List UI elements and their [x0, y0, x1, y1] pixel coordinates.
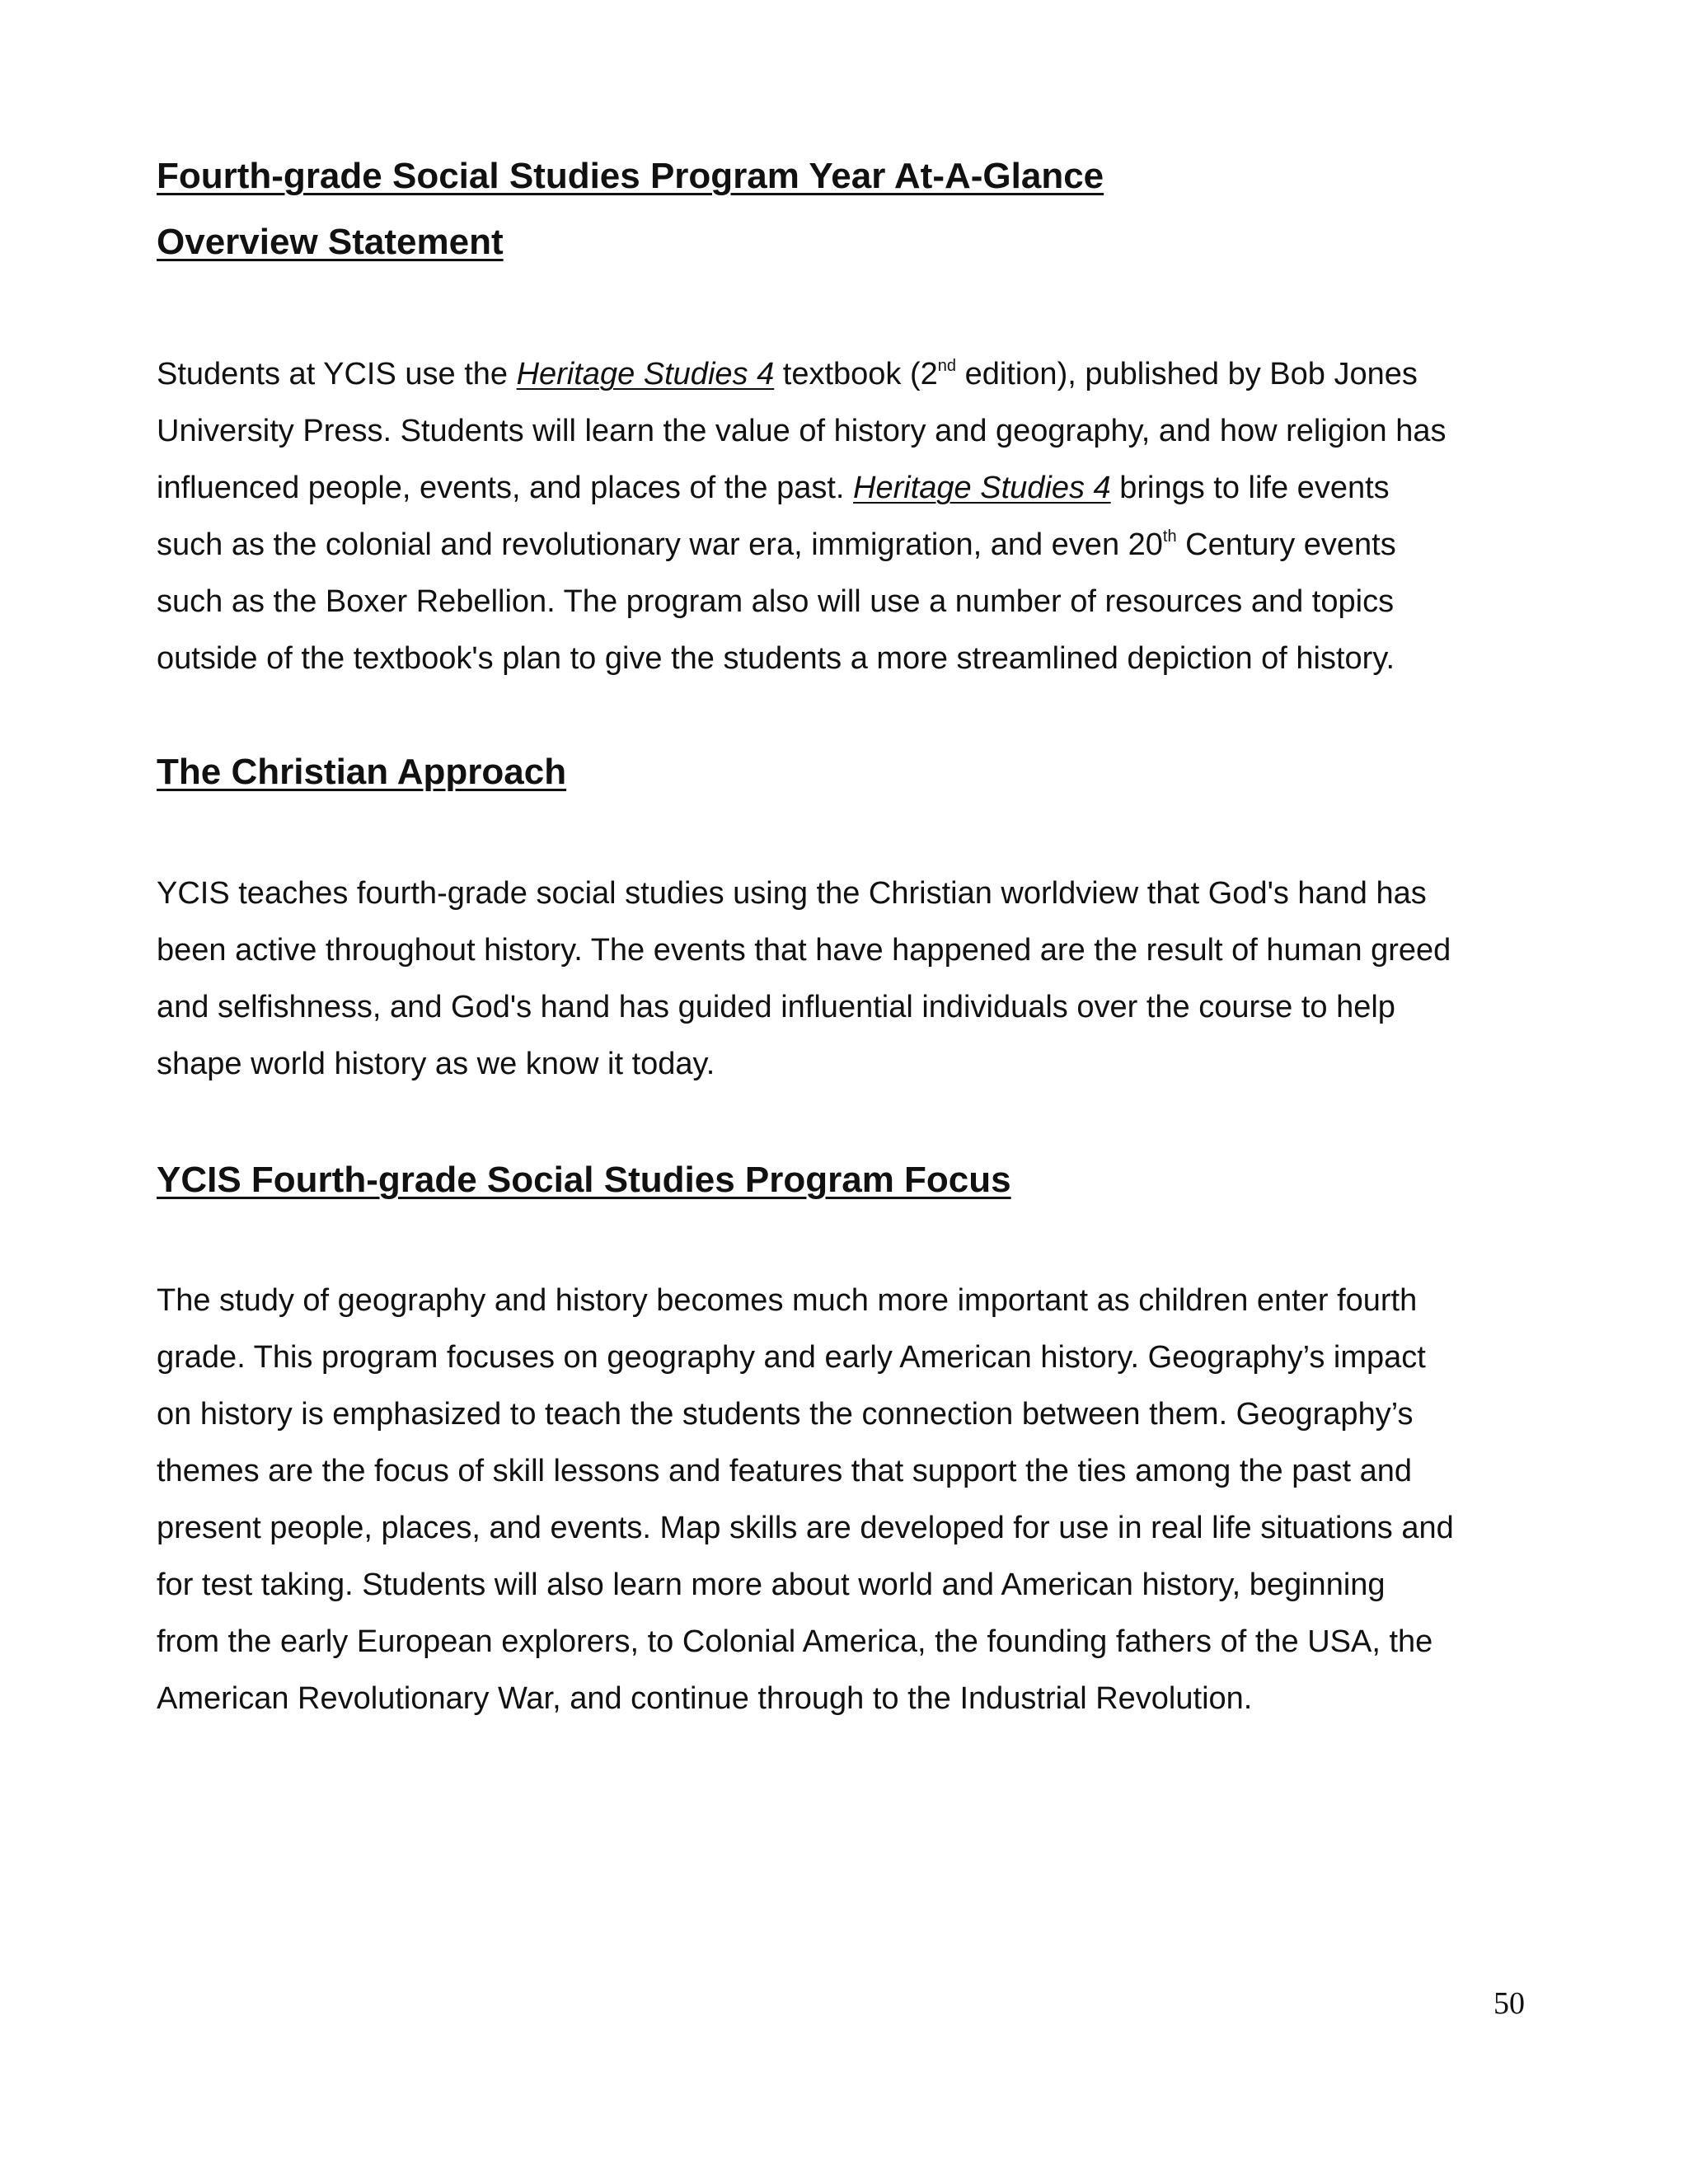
focus-line-7: from the early European explorers, to Colonial America, the founding fathers of the USA, the: [157, 1624, 1433, 1659]
superscript: nd: [937, 357, 957, 375]
overview-line-2: University Press. Students will learn the value of history and geography, and how religion has: [157, 414, 1447, 448]
focus-line-5: present people, places, and events. Map skills are developed for use in real life situations and: [157, 1511, 1454, 1545]
overview-text: brings to life events: [1110, 471, 1390, 505]
superscript: th: [1162, 527, 1177, 546]
christian-line-3: and selfishness, and God's hand has guided influential individuals over the course to help: [157, 990, 1395, 1024]
overview-text: such as the colonial and revolutionary war era, immigration, and even 20: [157, 527, 1163, 562]
overview-paragraph: [157, 346, 1558, 687]
overview-text: Students at YCIS use the: [157, 357, 517, 391]
page-number: 50: [1493, 1986, 1525, 2021]
overview-text: textbook (2: [774, 357, 938, 391]
overview-line-4: [157, 517, 1558, 574]
christian-line-2: been active throughout history. The events that have happened are the result of human greed: [157, 933, 1451, 968]
overview-text: Century events: [1176, 527, 1396, 562]
program-focus-paragraph: [157, 1272, 1558, 1727]
page-title: Fourth-grade Social Studies Program Year At-A-Glance: [157, 156, 1104, 196]
program-focus-heading: YCIS Fourth-grade Social Studies Program Focus: [157, 1160, 1011, 1200]
focus-line-1: The study of geography and history becomes much more important as children enter fourth: [157, 1283, 1418, 1318]
christian-approach-paragraph: [157, 865, 1558, 1093]
overview-line-3: [157, 460, 1558, 517]
overview-text: edition), published by Bob Jones: [956, 357, 1418, 391]
focus-line-4: themes are the focus of skill lessons and features that support the ties among the past and: [157, 1454, 1413, 1488]
christian-line-4: shape world history as we know it today.: [157, 1047, 715, 1081]
overview-line-5: such as the Boxer Rebellion. The program also will use a number of resources and topics: [157, 584, 1395, 619]
focus-line-6: for test taking. Students will also learn more about world and American history, beginning: [157, 1568, 1386, 1602]
christian-approach-heading: The Christian Approach: [157, 752, 567, 792]
focus-line-8: American Revolutionary War, and continue through to the Industrial Revolution.: [157, 1681, 1253, 1716]
overview-text: influenced people, events, and places of the past.: [157, 471, 854, 505]
focus-line-3: on history is emphasized to teach the students the connection between them. Geography’s: [157, 1397, 1414, 1432]
book-title: Heritage Studies 4: [853, 471, 1111, 505]
focus-line-2: grade. This program focuses on geography and early American history. Geography’s impact: [157, 1340, 1426, 1375]
overview-line-6: outside of the textbook's plan to give the students a more streamlined depiction of history.: [157, 641, 1395, 676]
overview-line-1: [157, 346, 1558, 403]
overview-heading: Overview Statement: [157, 222, 504, 262]
christian-line-1: YCIS teaches fourth-grade social studies using the Christian worldview that God's hand has: [157, 876, 1427, 911]
book-title: Heritage Studies 4: [516, 357, 775, 391]
